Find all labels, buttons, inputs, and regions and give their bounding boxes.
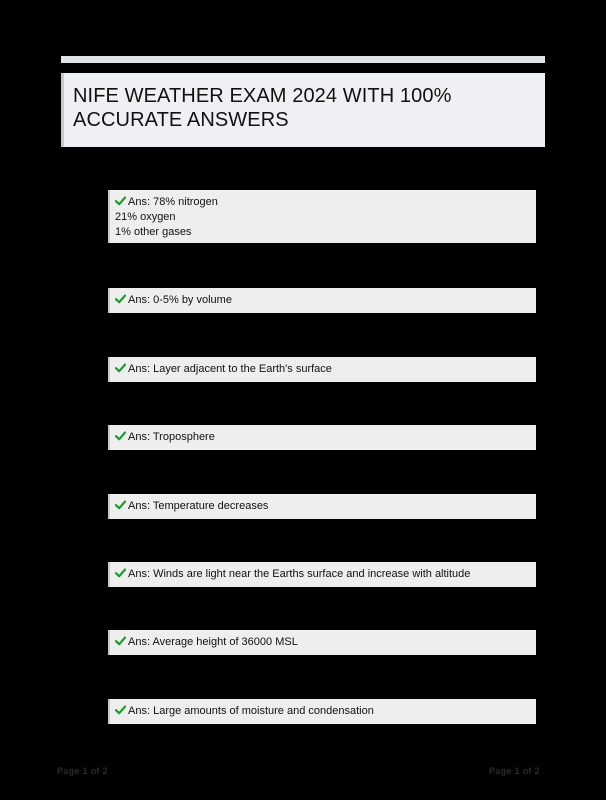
answer-prefix: Ans:: [128, 636, 151, 648]
checkmark-icon: [115, 705, 126, 715]
footer-left-text: Page 1 of 2: [57, 766, 108, 776]
answer-box-4: [108, 425, 536, 450]
answer-text: Troposphere: [152, 431, 215, 443]
page-title: NIFE WEATHER EXAM 2024 WITH 100% ACCURATE ANSWERS: [73, 85, 452, 131]
answer-line: [115, 362, 530, 377]
answer-box-2: [108, 288, 536, 313]
checkmark-icon: [115, 431, 126, 441]
answer-line: 21% oxygen: [115, 211, 176, 223]
answer-line: [115, 195, 530, 210]
checkmark-icon: [115, 568, 126, 578]
top-divider: [61, 56, 545, 63]
answer-line: [115, 567, 530, 582]
answer-prefix: Ans:: [128, 196, 151, 208]
title-banner: [61, 73, 545, 147]
answer-line: [115, 430, 530, 445]
answer-box-3: [108, 357, 536, 382]
answer-box-5: [108, 494, 536, 519]
answer-text: Layer adjacent to the Earth's surface: [153, 363, 332, 375]
answer-line: [115, 704, 530, 719]
answer-text: Large amounts of moisture and condensation: [153, 705, 374, 717]
answer-prefix: Ans:: [128, 363, 151, 375]
checkmark-icon: [115, 500, 126, 510]
answer-prefix: Ans:: [128, 705, 151, 717]
answer-box-1: [108, 190, 536, 243]
checkmark-icon: [115, 363, 126, 373]
checkmark-icon: [115, 636, 126, 646]
answer-line: [115, 293, 530, 308]
checkmark-icon: [115, 294, 126, 304]
footer-right-text: Page 1 of 2: [489, 766, 540, 776]
checkmark-icon: [115, 196, 126, 206]
answer-box-7: [108, 630, 536, 655]
answer-prefix: Ans:: [128, 294, 151, 306]
answer-text: Winds are light near the Earths surface and increase with altitude: [153, 568, 471, 580]
answer-line: 1% other gases: [115, 226, 192, 238]
answer-prefix: Ans:: [128, 431, 151, 443]
answer-text: 78% nitrogen: [153, 196, 218, 208]
answer-line: [115, 635, 530, 650]
answer-line: [115, 499, 530, 514]
answer-prefix: Ans:: [128, 568, 151, 580]
answer-text: 0-5% by volume: [153, 294, 232, 306]
answer-box-8: [108, 699, 536, 724]
answer-text: Temperature decreases: [152, 500, 269, 512]
answer-text: Average height of 36000 MSL: [152, 636, 298, 648]
answer-prefix: Ans:: [128, 500, 151, 512]
answer-box-6: [108, 562, 536, 587]
